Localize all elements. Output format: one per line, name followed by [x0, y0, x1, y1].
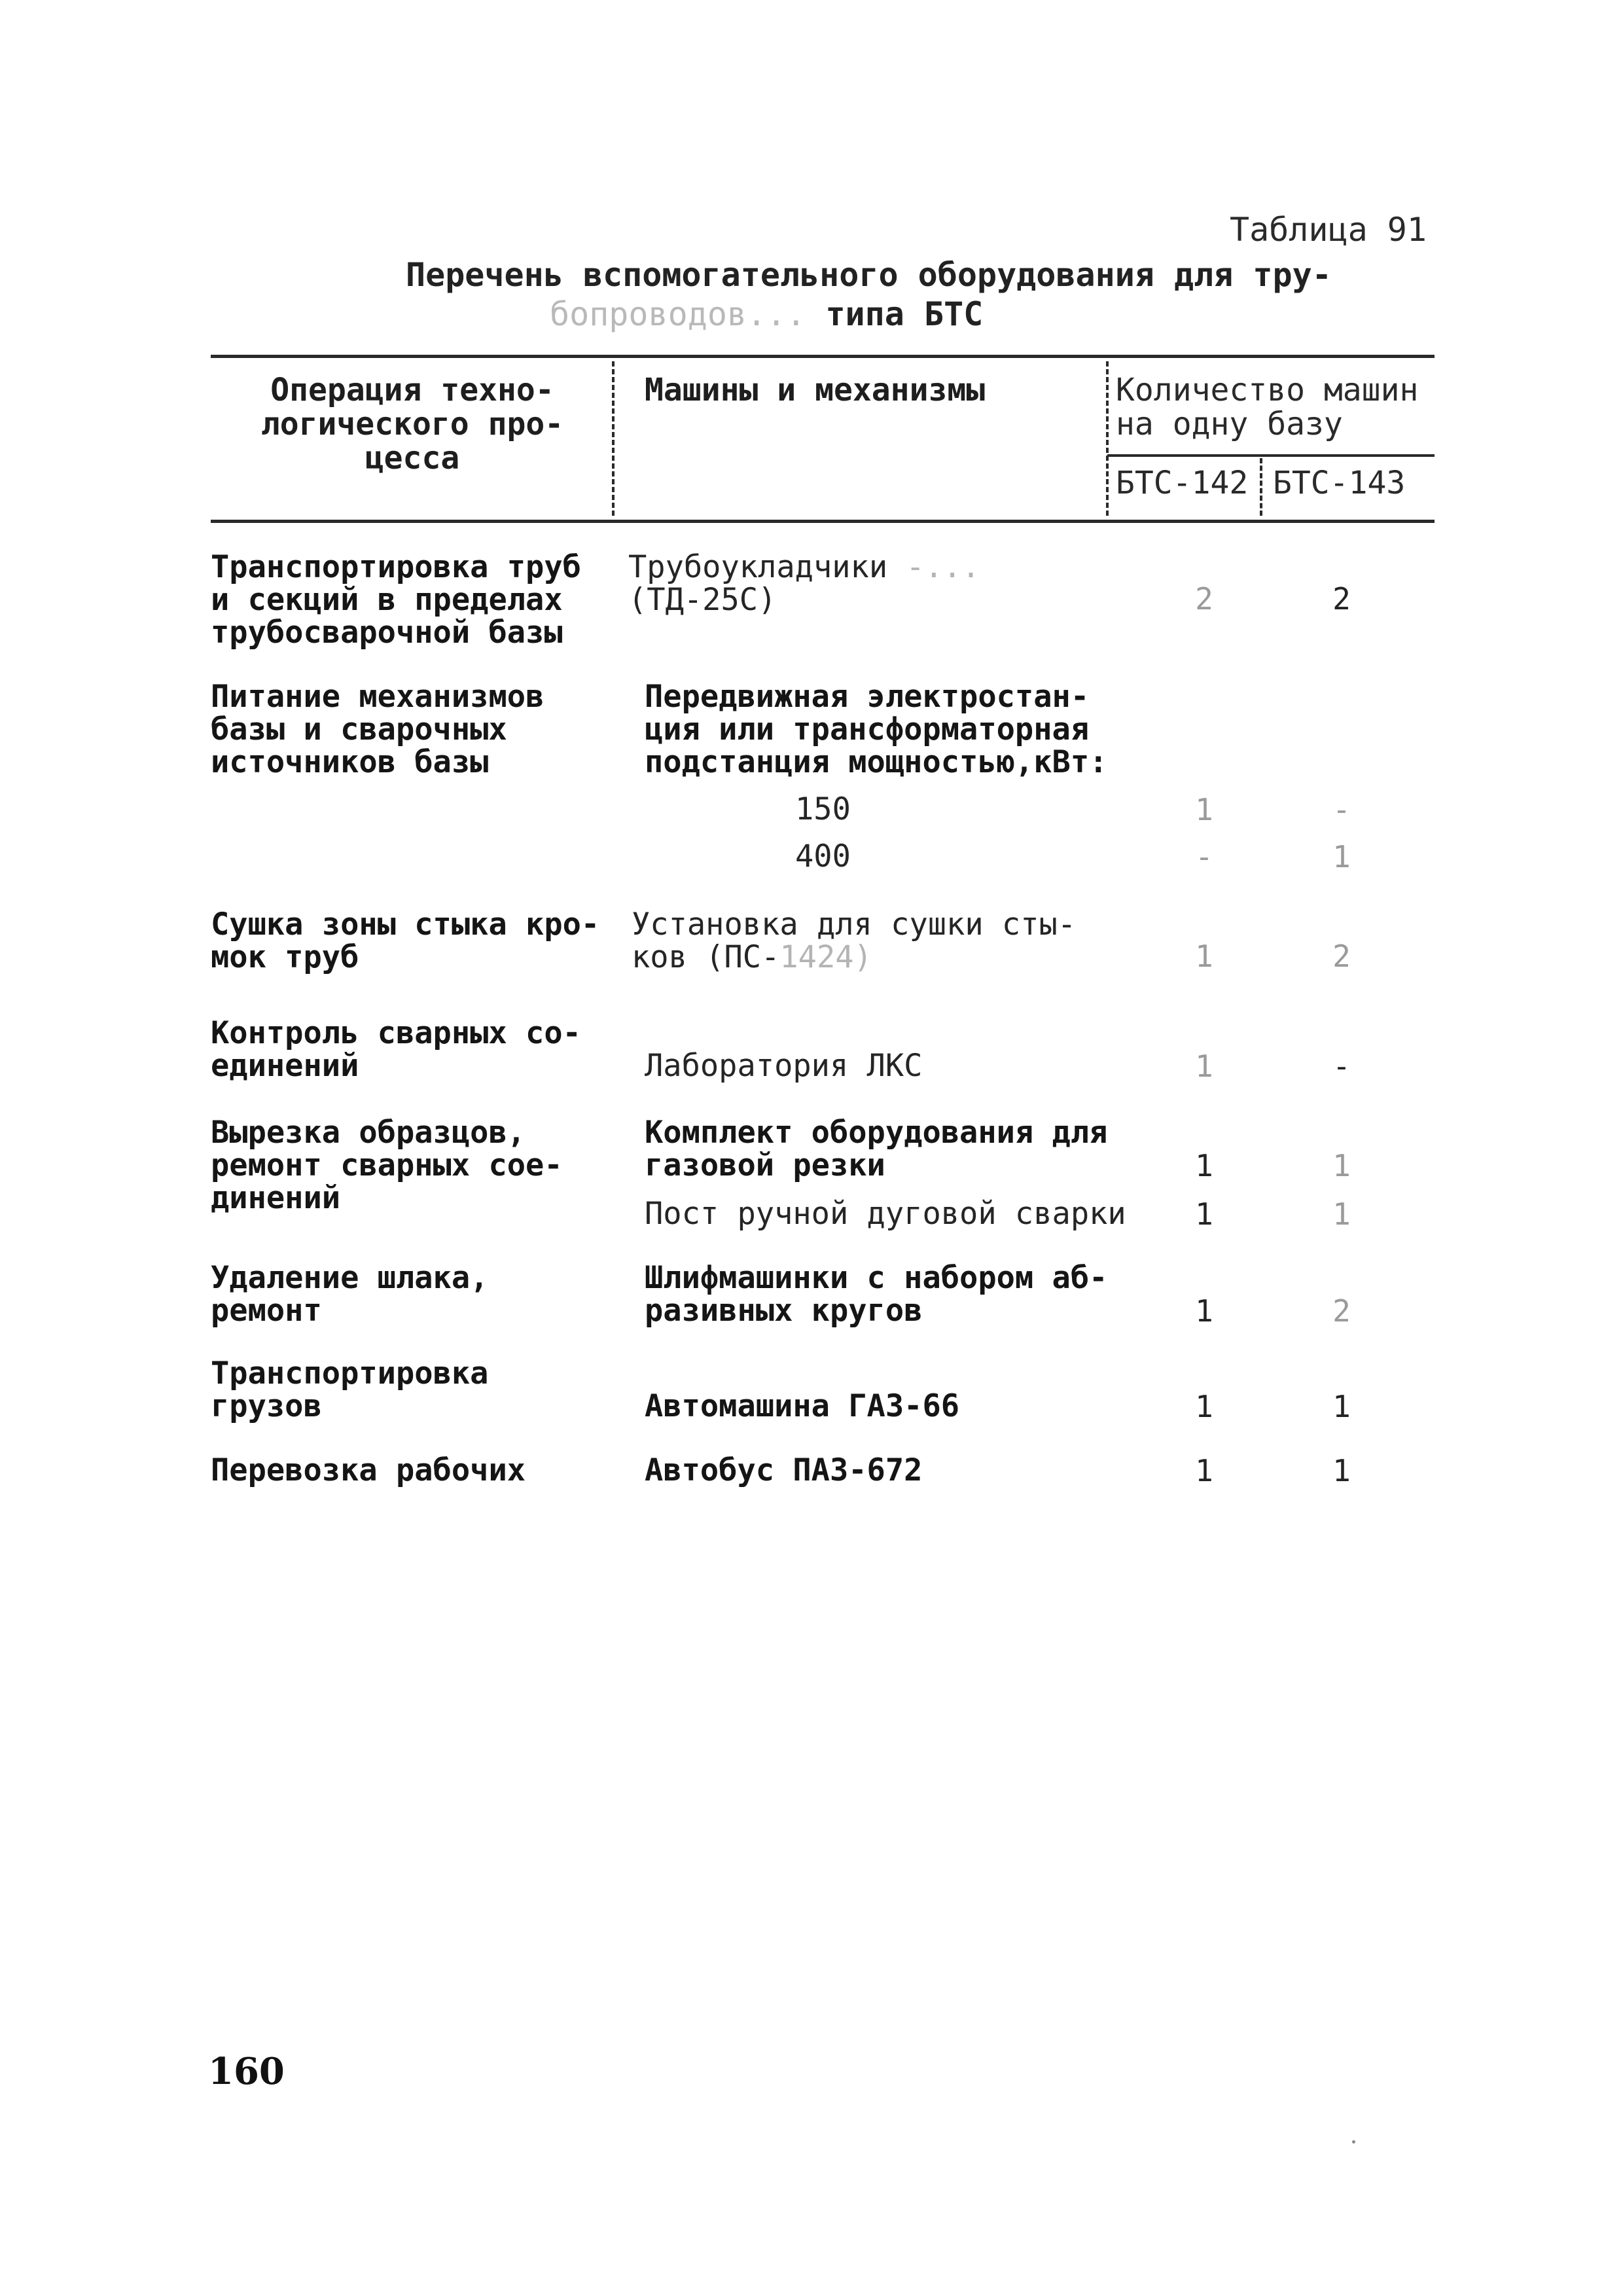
title-faded-text: бопроводов... [550, 295, 806, 333]
row-1-operation [211, 551, 630, 649]
operation-line: Удаление шлака, [211, 1260, 489, 1296]
machines-line: Передвижная электростан- [645, 679, 1090, 715]
title-line-1: Перечень вспомогательного оборудования для тру- [406, 256, 1332, 294]
row-4-qty-bts143: - [1332, 1049, 1351, 1084]
row-3-operation [211, 908, 630, 974]
header-operation-line: логического про- [260, 406, 564, 442]
row-5-operation [211, 1117, 630, 1215]
header-divider [1106, 361, 1109, 516]
title-line-2-tail: типа БТС [825, 295, 984, 333]
row-6-operation [211, 1262, 630, 1327]
row-2-operation [211, 681, 630, 779]
row-7-operation [211, 1357, 630, 1423]
row-6-machines [645, 1262, 1116, 1327]
table-header-bottom-rule [211, 520, 1435, 523]
operation-line: единений [211, 1048, 359, 1084]
machines-line: Шлифмашинки с набором аб- [645, 1260, 1108, 1296]
row-5-extra-qty-bts142: 1 [1195, 1196, 1213, 1232]
machines-text: ков (ПС- [632, 939, 780, 975]
operation-line: Транспортировка [211, 1355, 489, 1391]
operation-line: трубосварочной базы [211, 615, 563, 651]
operation-line: мок труб [211, 939, 359, 975]
header-operation-line: Операция техно- [270, 372, 554, 408]
operation-line: Сушка зоны стыка кро- [211, 906, 600, 942]
row-1-machines [628, 551, 1099, 617]
operation-line: грузов [211, 1388, 322, 1424]
operation-line: Вырезка образцов, [211, 1115, 526, 1151]
row-5-extra-machines: Пост ручной дуговой сварки [645, 1196, 1126, 1232]
row-2-power-value: 400 [795, 838, 851, 874]
machines-line: разивных кругов [645, 1293, 923, 1329]
row-1-qty-bts142: 2 [1195, 581, 1213, 617]
header-quantity-line: Количество машин [1116, 372, 1419, 408]
machines-line: газовой резки [645, 1147, 885, 1183]
page-number: 160 [208, 2050, 285, 2093]
header-operation-line: цесса [365, 440, 460, 476]
operation-line: Транспортировка труб [211, 549, 581, 585]
operation-line: базы и сварочных [211, 711, 507, 747]
row-1-qty-bts143: 2 [1332, 581, 1351, 617]
operation-line: и секций в пределах [211, 582, 563, 618]
row-5-extra-qty-bts143: 1 [1332, 1196, 1351, 1232]
row-2b-qty-bts142: - [1195, 839, 1213, 874]
machines-line: (ТД-25С) [628, 582, 777, 618]
machines-text: Трубоукладчики [628, 549, 888, 585]
row-4-machines: Лаборатория ЛКС [645, 1048, 923, 1084]
row-7-qty-bts142: 1 [1195, 1389, 1213, 1424]
row-2-machines [645, 681, 1116, 779]
operation-line: динений [211, 1180, 341, 1216]
header-quantity [1116, 373, 1436, 441]
row-8-operation: Перевозка рабочих [211, 1452, 526, 1488]
operation-line: Питание механизмов [211, 679, 544, 715]
row-8-qty-bts143: 1 [1332, 1453, 1351, 1488]
machines-line [632, 941, 1103, 974]
row-4-operation [211, 1017, 630, 1083]
row-2a-qty-bts142: 1 [1195, 792, 1213, 827]
row-3-machines [632, 908, 1103, 974]
row-5-qty-bts143: 1 [1332, 1148, 1351, 1183]
machines-line: Комплект оборудования для [645, 1115, 1108, 1151]
machines-line: Установка для сушки сты- [632, 906, 1077, 942]
row-2a-qty-bts143: - [1332, 792, 1351, 827]
operation-line: Контроль сварных со- [211, 1015, 581, 1051]
row-8-machines: Автобус ПАЗ-672 [645, 1452, 923, 1488]
table-number-label: Таблица 91 [1229, 211, 1427, 249]
scan-speck [1352, 2140, 1355, 2144]
row-6-qty-bts142: 1 [1195, 1293, 1213, 1329]
machines-line: подстанция мощностью,кВт: [645, 744, 1108, 780]
machines-faint-text: 1424) [779, 939, 872, 975]
row-8-qty-bts142: 1 [1195, 1453, 1213, 1488]
table-top-rule [211, 355, 1435, 358]
header-quantity-rule [1107, 454, 1435, 457]
header-quantity-line: на одну базу [1116, 406, 1343, 442]
row-6-qty-bts143: 2 [1332, 1293, 1351, 1329]
machines-line [628, 551, 1099, 584]
row-5-qty-bts142: 1 [1195, 1148, 1213, 1183]
header-bts-142: БТС-142 [1116, 465, 1249, 501]
header-divider [1260, 458, 1262, 516]
header-bts-143: БТС-143 [1273, 465, 1406, 501]
title-line-2 [366, 295, 1348, 334]
table-title [366, 255, 1348, 334]
row-7-qty-bts143: 1 [1332, 1389, 1351, 1424]
header-operation [229, 373, 596, 475]
machines-line: ция или трансформаторная [645, 711, 1090, 747]
row-5-machines [645, 1117, 1116, 1182]
row-4-qty-bts142: 1 [1195, 1049, 1213, 1084]
operation-line: ремонт [211, 1293, 322, 1329]
row-3-qty-bts142: 1 [1195, 939, 1213, 974]
operation-line: ремонт сварных сое- [211, 1147, 563, 1183]
header-machines: Машины и механизмы [645, 372, 986, 408]
row-2b-qty-bts143: 1 [1332, 839, 1351, 874]
row-2-power-value: 150 [795, 791, 851, 827]
row-7-machines: Автомашина ГАЗ-66 [645, 1388, 960, 1424]
machines-faint-text: -... [887, 549, 980, 585]
operation-line: источников базы [211, 744, 489, 780]
row-3-qty-bts143: 2 [1332, 939, 1351, 974]
header-divider [612, 361, 615, 516]
